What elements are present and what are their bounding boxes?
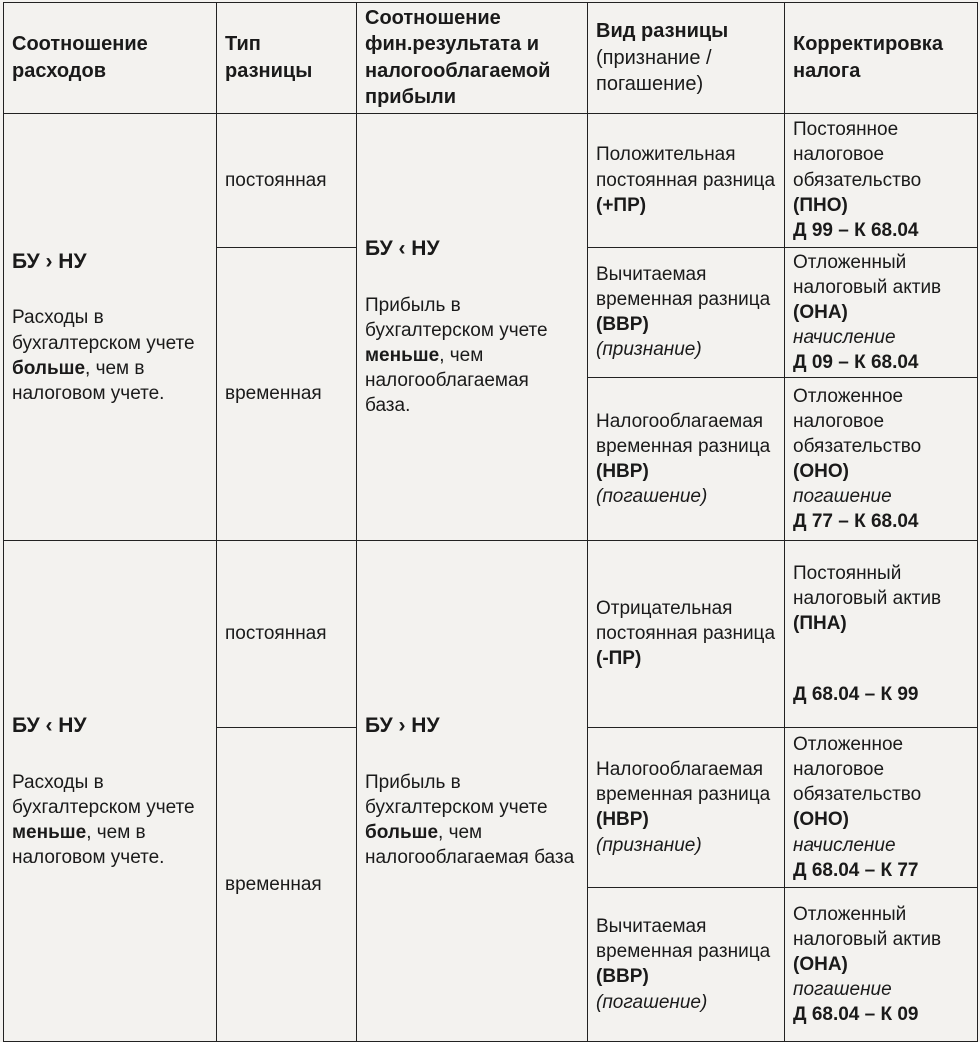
group1-difference-3: Налогооблагаемая временная разница (НВР) (погашение) <box>588 377 785 540</box>
group2-relation: БУ ‹ НУ <box>12 713 87 737</box>
group2-difference-1: Отрицательная постоянная разница (-ПР) <box>588 540 785 727</box>
header-tax-adjustment: Корректировка налога <box>785 3 978 114</box>
posting-entry: Д 77 – К 68.04 <box>793 511 919 533</box>
group2-adjustment-3: Отложенный налоговый актив (ОНА) погашение Д 68.04 – К 09 <box>785 887 978 1041</box>
header-difference-kind-sub: (признание / погашение) <box>596 46 712 95</box>
group1-difference-2: Вычитаемая временная разница (ВВР) (признание) <box>588 247 785 377</box>
header-row <box>4 3 978 114</box>
posting-entry: Д 99 – К 68.04 <box>793 219 919 241</box>
posting-entry: Д 09 – К 68.04 <box>793 351 919 373</box>
group2-type-temporary: временная <box>217 727 357 1041</box>
group1-profit-description: Прибыль в бухгалтерском учете меньше, чем налогооблагаемая база. <box>365 294 548 417</box>
group1-type-permanent: постоянная <box>217 113 357 247</box>
posting-entry: Д 68.04 – К 77 <box>793 859 919 881</box>
group2-profit-relation: БУ › НУ <box>365 713 440 737</box>
group1-description: Расходы в бухгалтерском учете больше, чем в налоговом учете. <box>12 307 195 404</box>
group2-type-permanent: постоянная <box>217 540 357 727</box>
table-row <box>4 540 978 727</box>
group1-profit-cell <box>357 113 588 540</box>
posting-entry: Д 68.04 – К 99 <box>793 684 919 706</box>
posting-entry: Д 68.04 – К 09 <box>793 1004 919 1026</box>
group1-adjustment-2: Отложенный налоговый актив (ОНА) начисление Д 09 – К 68.04 <box>785 247 978 377</box>
group1-expense-cell <box>4 113 217 540</box>
tax-differences-table <box>3 2 978 1042</box>
group2-difference-3: Вычитаемая временная разница (ВВР) (погашение) <box>588 887 785 1041</box>
group2-adjustment-1: Постоянный налоговый актив (ПНА) Д 68.04 – К 99 <box>785 540 978 727</box>
header-difference-kind-title: Вид разницы <box>596 20 729 43</box>
group1-profit-relation: БУ ‹ НУ <box>365 237 440 261</box>
group2-expense-cell <box>4 540 217 1041</box>
group2-difference-2: Налогооблагаемая временная разница (НВР) (признание) <box>588 727 785 887</box>
group1-adjustment-1: Постоянное налоговое обязательство (ПНО) Д 99 – К 68.04 <box>785 113 978 247</box>
header-profit-relation: Соотношение фин.результата и налогооблагаемой прибыли <box>357 3 588 114</box>
group2-profit-description: Прибыль в бухгалтерском учете больше, чем налогооблагаемая база <box>365 771 575 868</box>
group1-relation: БУ › НУ <box>12 249 87 273</box>
group2-description: Расходы в бухгалтерском учете меньше, чем в налоговом учете. <box>12 771 195 868</box>
table-row <box>4 113 978 247</box>
group1-adjustment-3: Отложенное налоговое обязательство (ОНО) погашение Д 77 – К 68.04 <box>785 377 978 540</box>
header-expense-relation: Соотношение расходов <box>4 3 217 114</box>
group1-type-temporary: временная <box>217 247 357 540</box>
header-difference-kind <box>588 3 785 114</box>
header-difference-type: Тип разницы <box>217 3 357 114</box>
group2-adjustment-2: Отложенное налоговое обязательство (ОНО) начисление Д 68.04 – К 77 <box>785 727 978 887</box>
group2-profit-cell <box>357 540 588 1041</box>
group1-difference-1: Положительная постоянная разница (+ПР) <box>588 113 785 247</box>
